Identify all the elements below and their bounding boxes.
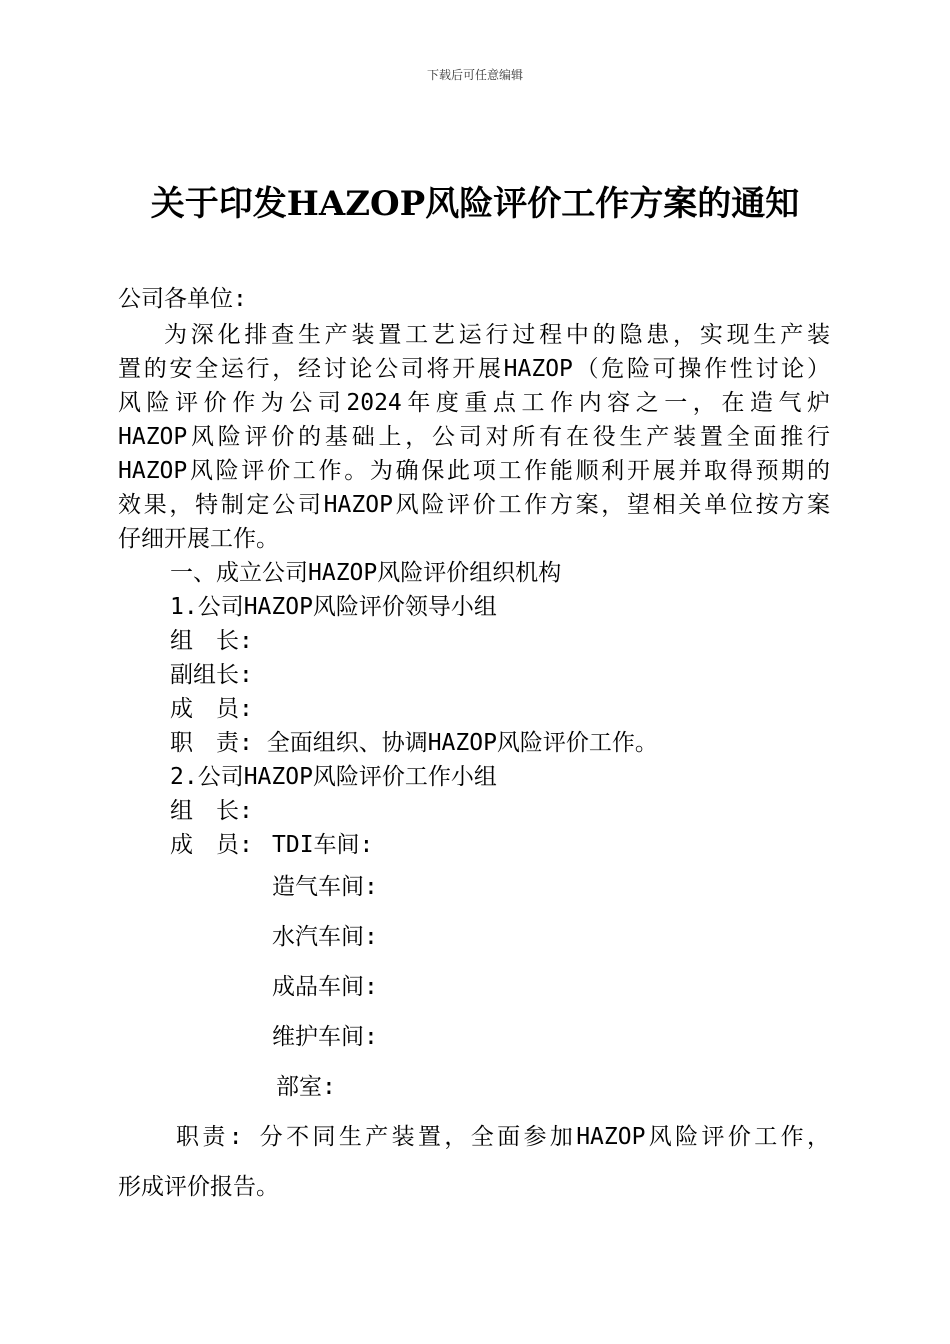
unit-item: 部室: — [276, 1074, 336, 1100]
paragraph-line: HAZOP风险评价工作。为确保此项工作能顺利开展并取得预期的 — [118, 458, 830, 484]
group2-leader: 组 长: — [170, 798, 253, 824]
group1-duty: 职 责: 全面组织、协调HAZOP风险评价工作。 — [170, 730, 658, 756]
unit-item: 维护车间: — [272, 1024, 378, 1050]
page-header-note: 下载后可任意编辑 — [426, 68, 523, 82]
unit-item: 成品车间: — [272, 974, 378, 1000]
paragraph-line: HAZOP风险评价的基础上，公司对所有在役生产装置全面推行 — [118, 424, 830, 450]
duty2-line: 职责: 分不同生产装置，全面参加HAZOP风险评价工作， — [176, 1124, 830, 1150]
section-heading: 一、成立公司HAZOP风险评价组织机构 — [170, 560, 562, 586]
paragraph-line: 仔细开展工作。 — [118, 526, 279, 552]
paragraph-line: 效果，特制定公司HAZOP风险评价工作方案，望相关单位按方案 — [118, 492, 830, 518]
group2-heading: 2.公司HAZOP风险评价工作小组 — [170, 764, 497, 790]
unit-item: 造气车间: — [272, 874, 378, 900]
paragraph-line: 风险评价作为公司2024年度重点工作内容之一，在造气炉 — [118, 390, 830, 416]
document-title: 关于印发HAZOP风险评价工作方案的通知 — [150, 184, 800, 224]
unit-item: 水汽车间: — [272, 924, 378, 950]
group1-members: 成 员: — [170, 696, 253, 722]
salutation: 公司各单位: — [118, 286, 247, 312]
paragraph-line: 为深化排查生产装置工艺运行过程中的隐患，实现生产装 — [164, 322, 830, 348]
group1-heading: 1.公司HAZOP风险评价领导小组 — [170, 594, 497, 620]
paragraph-line: 置的安全运行，经讨论公司将开展HAZOP（危险可操作性讨论） — [118, 356, 830, 382]
unit-item: TDI车间: — [272, 832, 374, 858]
duty2-line: 形成评价报告。 — [118, 1174, 279, 1200]
group1-deputy: 副组长: — [170, 662, 253, 688]
group1-leader: 组 长: — [170, 628, 253, 654]
group2-members-label: 成 员: — [170, 832, 253, 858]
